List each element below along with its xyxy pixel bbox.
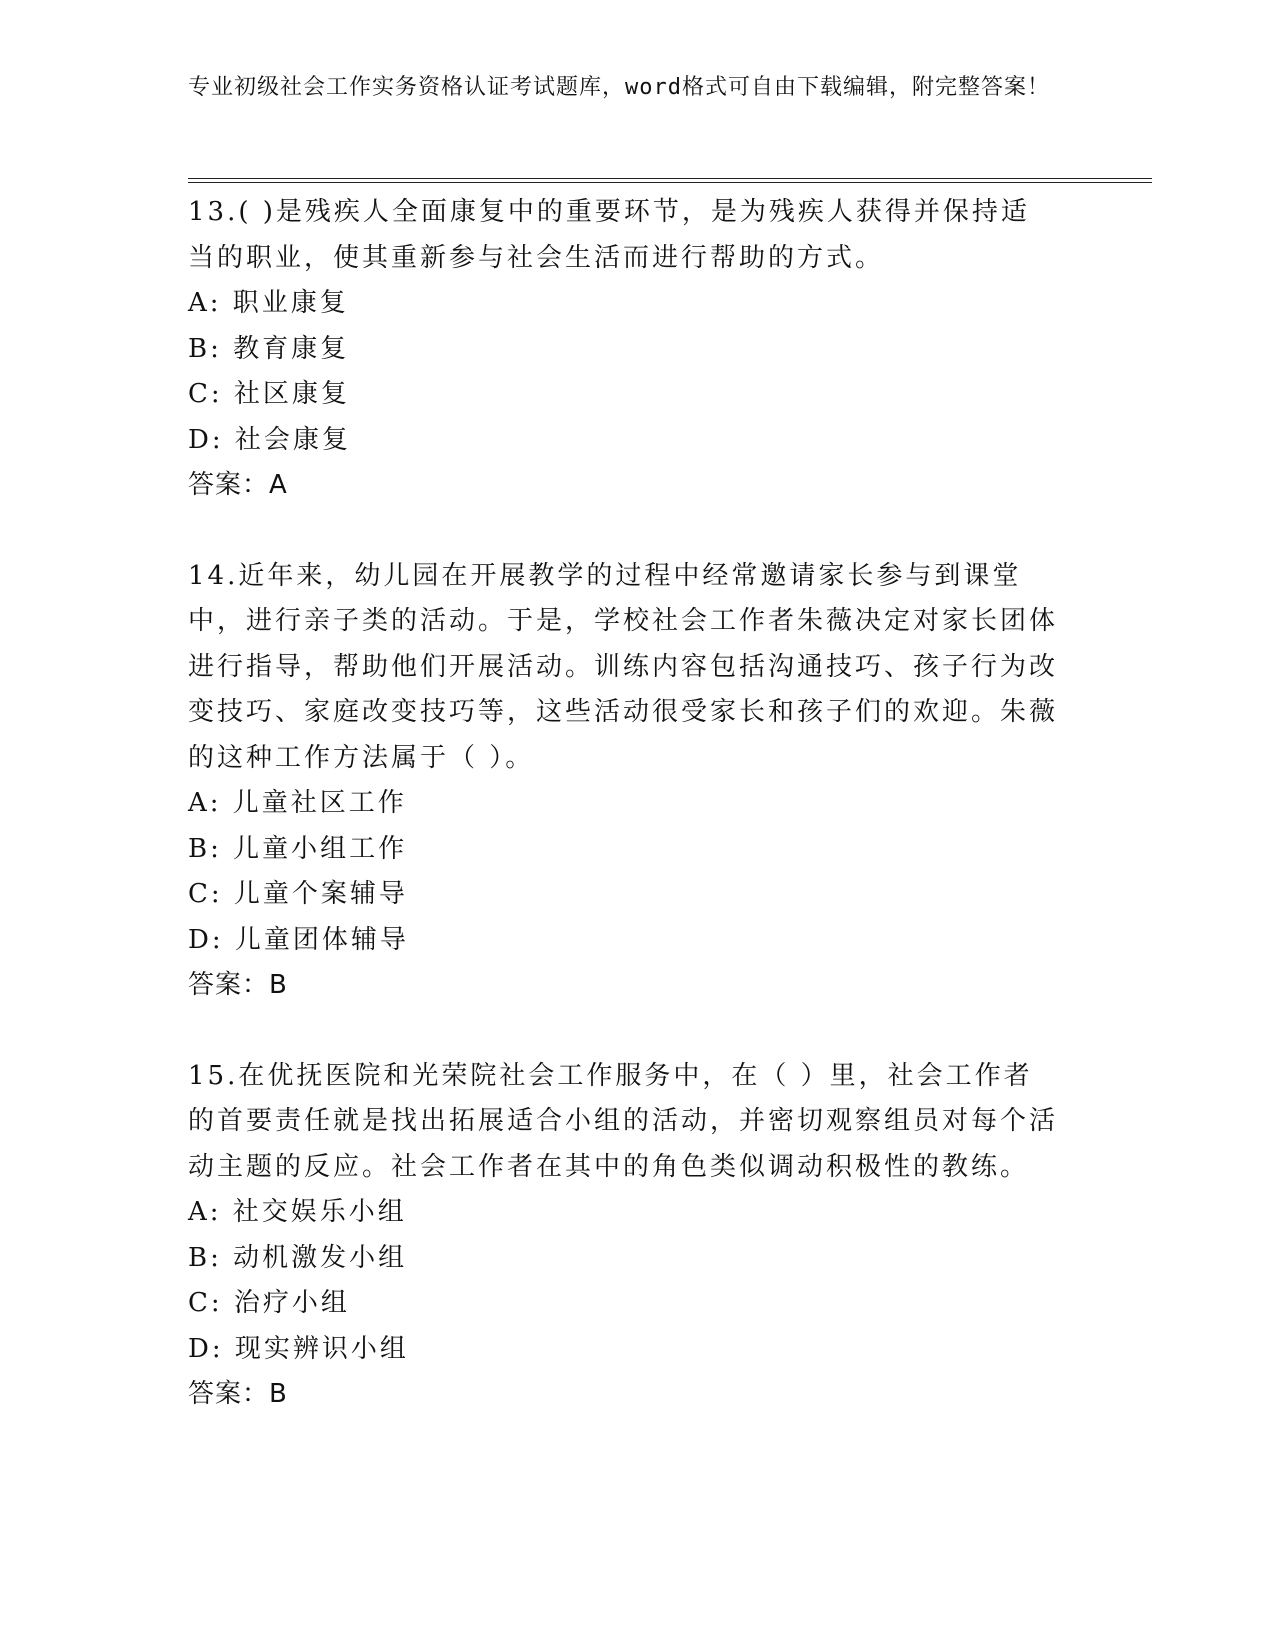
option-b: B: 儿童小组工作 <box>188 833 408 864</box>
question-13 <box>188 190 1058 509</box>
option-a: A: 职业康复 <box>188 288 349 318</box>
option-d: D: 儿童团体辅导 <box>188 924 409 955</box>
question-stem: 15.在优抚医院和光荣院社会工作服务中，在（ ）里，社会工作者的首要责任就是找出拓展适合小组的活动，并密切观察组员对每个活动主题的反应。社会工作者在其中的角色类似调动积极性的教练。 <box>188 1060 1059 1182</box>
question-14 <box>188 554 1058 1009</box>
question-stem: 14.近年来，幼儿园在开展教学的过程中经常邀请家长参与到课堂中，进行亲子类的活动。于是，学校社会工作者朱薇决定对家长团体进行指导，帮助他们开展活动。训练内容包括沟通技巧、孩子行为改变技巧、家庭改变技巧等，这些活动很受家长和孩子们的欢迎。朱薇的这种工作方法属于（ ）。 <box>188 560 1059 773</box>
option-d: D: 社会康复 <box>188 424 351 455</box>
question-list <box>188 190 1058 1418</box>
header-divider-line-secondary <box>188 182 1152 183</box>
question-spacer <box>188 1009 1058 1054</box>
option-c: C: 治疗小组 <box>188 1288 350 1318</box>
answer-line: 答案：B <box>188 970 288 1000</box>
option-b: B: 教育康复 <box>188 333 350 364</box>
option-d: D: 现实辨识小组 <box>188 1333 409 1364</box>
question-stem: 13.( )是残疾人全面康复中的重要环节，是为残疾人获得并保持适当的职业，使其重新参与社会生活而进行帮助的方式。 <box>188 197 1030 273</box>
page-header: 专业初级社会工作实务资格认证考试题库，word格式可自由下载编辑，附完整答案！ <box>188 75 1050 100</box>
option-c: C: 社区康复 <box>188 379 350 409</box>
question-15 <box>188 1054 1058 1418</box>
option-a: A: 儿童社区工作 <box>188 788 407 818</box>
option-c: C: 儿童个案辅导 <box>188 879 408 909</box>
option-b: B: 动机激发小组 <box>188 1242 408 1273</box>
header-divider-line <box>188 178 1152 179</box>
answer-line: 答案：B <box>188 1379 288 1409</box>
answer-line: 答案：A <box>188 470 288 500</box>
question-spacer <box>188 509 1058 554</box>
option-a: A: 社交娱乐小组 <box>188 1197 407 1227</box>
